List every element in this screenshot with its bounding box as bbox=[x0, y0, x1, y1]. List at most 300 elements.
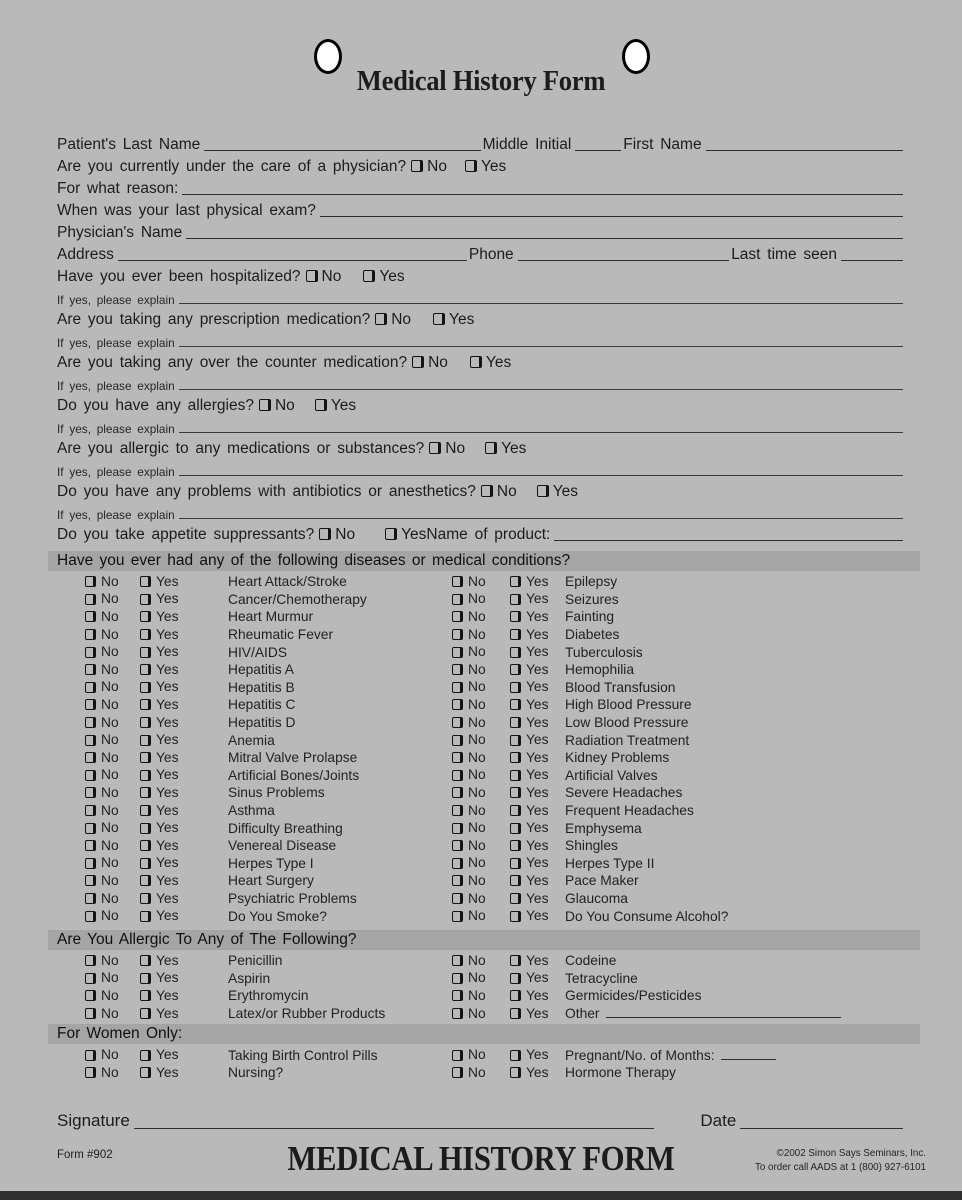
form-line bbox=[57, 241, 905, 263]
no-checkbox[interactable] bbox=[85, 647, 96, 658]
yes-checkbox[interactable] bbox=[510, 1050, 521, 1061]
yes-label: Yes bbox=[156, 785, 179, 801]
yes-label: Yes bbox=[156, 644, 179, 660]
yes-label: Yes bbox=[156, 1064, 179, 1080]
condition-label: Taking Birth Control Pills bbox=[228, 1047, 378, 1063]
yes-checkbox[interactable] bbox=[510, 875, 521, 886]
blank-line[interactable] bbox=[518, 257, 730, 261]
no-label: No bbox=[468, 802, 486, 818]
blank-line[interactable] bbox=[606, 1014, 841, 1018]
condition-label: Pregnant/No. of Months: bbox=[565, 1047, 715, 1063]
yes-checkbox[interactable] bbox=[510, 647, 521, 658]
yes-checkbox[interactable] bbox=[510, 787, 521, 798]
blank-line[interactable] bbox=[179, 386, 903, 390]
condition-label: Hepatitis B bbox=[228, 679, 295, 695]
no-label: No bbox=[468, 855, 486, 871]
no-checkbox[interactable] bbox=[85, 911, 96, 922]
yes-checkbox[interactable] bbox=[385, 528, 397, 540]
no-checkbox[interactable] bbox=[85, 955, 96, 966]
no-label: No bbox=[101, 785, 119, 801]
no-checkbox[interactable] bbox=[85, 717, 96, 728]
yes-option-cell bbox=[140, 874, 228, 888]
no-label: No bbox=[468, 732, 486, 748]
no-checkbox[interactable] bbox=[85, 973, 96, 984]
condition-label: Mitral Valve Prolapse bbox=[228, 750, 358, 766]
no-checkbox[interactable] bbox=[85, 858, 96, 869]
no-checkbox[interactable] bbox=[452, 955, 463, 966]
no-checkbox[interactable] bbox=[85, 735, 96, 746]
grid-row bbox=[57, 1046, 905, 1064]
yes-checkbox[interactable] bbox=[510, 1008, 521, 1019]
yes-checkbox[interactable] bbox=[510, 840, 521, 851]
no-option-cell bbox=[452, 909, 510, 923]
no-checkbox[interactable] bbox=[452, 875, 463, 886]
condition-label-wrap bbox=[565, 1048, 905, 1063]
yes-option-cell bbox=[140, 856, 228, 870]
no-label: No bbox=[468, 626, 486, 642]
no-label: No bbox=[468, 767, 486, 783]
no-option-cell bbox=[452, 971, 510, 985]
grid-row bbox=[57, 784, 905, 802]
yes-label: Yes bbox=[156, 820, 179, 836]
no-checkbox[interactable] bbox=[452, 787, 463, 798]
no-checkbox[interactable] bbox=[85, 840, 96, 851]
yes-option-cell bbox=[510, 989, 565, 1003]
explain-label: If yes, please explain bbox=[57, 335, 175, 350]
condition-label-wrap bbox=[565, 750, 905, 765]
grid-row bbox=[57, 1064, 905, 1082]
condition-label: Penicillin bbox=[228, 953, 283, 969]
yes-label: Yes bbox=[526, 626, 549, 642]
yes-label: Yes bbox=[156, 970, 179, 986]
yes-label: Yes bbox=[156, 987, 179, 1003]
condition-label: Epilepsy bbox=[565, 574, 618, 590]
no-checkbox[interactable] bbox=[452, 682, 463, 693]
no-checkbox[interactable] bbox=[85, 576, 96, 587]
no-checkbox[interactable] bbox=[85, 1050, 96, 1061]
yes-option-cell bbox=[510, 856, 565, 870]
yes-checkbox[interactable] bbox=[140, 875, 151, 886]
no-option-cell bbox=[85, 971, 140, 985]
no-yes-options bbox=[481, 484, 578, 500]
yes-option-cell bbox=[140, 971, 228, 985]
no-label: No bbox=[428, 353, 448, 371]
no-option-cell bbox=[85, 592, 140, 606]
no-label: No bbox=[101, 714, 119, 730]
no-checkbox[interactable] bbox=[412, 356, 424, 368]
yes-checkbox[interactable] bbox=[510, 735, 521, 746]
yes-checkbox[interactable] bbox=[140, 973, 151, 984]
no-checkbox[interactable] bbox=[452, 594, 463, 605]
no-checkbox[interactable] bbox=[85, 682, 96, 693]
yes-option-cell bbox=[140, 663, 228, 677]
yes-checkbox[interactable] bbox=[510, 611, 521, 622]
blank-line[interactable] bbox=[706, 147, 903, 151]
no-checkbox[interactable] bbox=[452, 735, 463, 746]
blank-line[interactable] bbox=[721, 1056, 776, 1060]
yes-label: Yes bbox=[526, 1047, 549, 1063]
no-checkbox[interactable] bbox=[452, 1050, 463, 1061]
yes-label: Yes bbox=[156, 609, 179, 625]
form-line bbox=[57, 285, 905, 306]
blank-line[interactable] bbox=[182, 191, 903, 195]
condition-label-wrap bbox=[565, 821, 905, 836]
condition-label-wrap bbox=[565, 971, 905, 986]
yes-label: Yes bbox=[526, 732, 549, 748]
no-option-cell bbox=[85, 645, 140, 659]
yes-checkbox[interactable] bbox=[140, 682, 151, 693]
grid-row bbox=[57, 819, 905, 837]
no-checkbox[interactable] bbox=[452, 823, 463, 834]
no-checkbox[interactable] bbox=[452, 699, 463, 710]
signature-line[interactable] bbox=[134, 1125, 655, 1129]
blank-line[interactable] bbox=[179, 429, 903, 433]
form-line bbox=[57, 521, 905, 543]
yes-checkbox[interactable] bbox=[510, 805, 521, 816]
no-label: No bbox=[468, 952, 486, 968]
no-checkbox[interactable] bbox=[85, 699, 96, 710]
no-option-cell bbox=[452, 786, 510, 800]
yes-option-cell bbox=[510, 716, 565, 730]
condition-label: Asthma bbox=[228, 803, 275, 819]
yes-checkbox[interactable] bbox=[510, 664, 521, 675]
no-label: No bbox=[101, 609, 119, 625]
no-checkbox[interactable] bbox=[452, 629, 463, 640]
section-header-diseases: Have you ever had any of the following diseases or medical conditions? bbox=[48, 551, 920, 571]
condition-label-wrap bbox=[565, 662, 905, 677]
blank-line[interactable] bbox=[179, 300, 903, 304]
yes-checkbox[interactable] bbox=[510, 770, 521, 781]
yes-checkbox[interactable] bbox=[510, 973, 521, 984]
no-checkbox[interactable] bbox=[306, 270, 318, 282]
no-checkbox[interactable] bbox=[452, 611, 463, 622]
yes-option-cell bbox=[510, 954, 565, 968]
no-option-cell bbox=[85, 1066, 140, 1080]
field-label: Middle Initial bbox=[482, 135, 572, 153]
no-label: No bbox=[101, 970, 119, 986]
yes-checkbox[interactable] bbox=[510, 752, 521, 763]
no-checkbox[interactable] bbox=[452, 973, 463, 984]
yes-checkbox[interactable] bbox=[315, 399, 327, 411]
no-checkbox[interactable] bbox=[85, 1008, 96, 1019]
blank-line[interactable] bbox=[320, 213, 903, 217]
yes-option-cell bbox=[510, 680, 565, 694]
yes-checkbox[interactable] bbox=[140, 629, 151, 640]
no-label: No bbox=[468, 1005, 486, 1021]
no-checkbox[interactable] bbox=[85, 805, 96, 816]
section-header-women-only: For Women Only: bbox=[48, 1024, 920, 1044]
yes-checkbox[interactable] bbox=[140, 647, 151, 658]
no-label: No bbox=[101, 1047, 119, 1063]
yes-checkbox[interactable] bbox=[510, 990, 521, 1001]
no-label: No bbox=[101, 802, 119, 818]
no-checkbox[interactable] bbox=[452, 647, 463, 658]
yes-option-cell bbox=[510, 786, 565, 800]
form-line bbox=[57, 457, 905, 478]
no-option-cell bbox=[452, 768, 510, 782]
no-checkbox[interactable] bbox=[481, 485, 493, 497]
no-checkbox[interactable] bbox=[452, 576, 463, 587]
no-label: No bbox=[101, 987, 119, 1003]
yes-checkbox[interactable] bbox=[140, 752, 151, 763]
yes-label: Yes bbox=[526, 609, 549, 625]
no-checkbox[interactable] bbox=[85, 664, 96, 675]
no-checkbox[interactable] bbox=[452, 664, 463, 675]
no-checkbox[interactable] bbox=[85, 594, 96, 605]
form-line bbox=[57, 175, 905, 197]
no-checkbox[interactable] bbox=[452, 717, 463, 728]
yes-checkbox[interactable] bbox=[140, 955, 151, 966]
no-option-cell bbox=[452, 610, 510, 624]
yes-label: Yes bbox=[552, 482, 579, 500]
yes-checkbox[interactable] bbox=[140, 1067, 151, 1078]
no-label: No bbox=[101, 952, 119, 968]
yes-option-cell bbox=[140, 954, 228, 968]
blank-line[interactable] bbox=[841, 257, 903, 261]
yes-option-cell bbox=[140, 1007, 228, 1021]
yes-option-cell bbox=[140, 733, 228, 747]
no-label: No bbox=[101, 697, 119, 713]
blank-line[interactable] bbox=[186, 235, 903, 239]
no-checkbox[interactable] bbox=[375, 313, 387, 325]
no-option-cell bbox=[85, 874, 140, 888]
no-label: No bbox=[468, 609, 486, 625]
grid-row bbox=[57, 767, 905, 785]
yes-checkbox[interactable] bbox=[140, 805, 151, 816]
condition-label-wrap bbox=[565, 891, 905, 906]
yes-option-cell bbox=[140, 610, 228, 624]
yes-checkbox[interactable] bbox=[140, 576, 151, 587]
yes-checkbox[interactable] bbox=[140, 823, 151, 834]
yes-label: Yes bbox=[156, 872, 179, 888]
no-checkbox[interactable] bbox=[85, 990, 96, 1001]
blank-line[interactable] bbox=[204, 147, 480, 151]
blank-line[interactable] bbox=[179, 472, 903, 476]
no-checkbox[interactable] bbox=[452, 990, 463, 1001]
grid-row bbox=[57, 661, 905, 679]
yes-checkbox[interactable] bbox=[433, 313, 445, 325]
condition-label: HIV/AIDS bbox=[228, 644, 288, 660]
yes-checkbox[interactable] bbox=[140, 717, 151, 728]
yes-label: Yes bbox=[401, 525, 427, 543]
yes-checkbox[interactable] bbox=[510, 1067, 521, 1078]
yes-label: Yes bbox=[526, 785, 549, 801]
condition-label: Tetracycline bbox=[565, 970, 638, 986]
grid-row bbox=[57, 731, 905, 749]
blank-line[interactable] bbox=[179, 343, 903, 347]
yes-checkbox[interactable] bbox=[140, 1050, 151, 1061]
blank-line[interactable] bbox=[575, 147, 621, 151]
yes-checkbox[interactable] bbox=[140, 840, 151, 851]
yes-option-cell bbox=[140, 768, 228, 782]
no-label: No bbox=[468, 573, 486, 589]
yes-checkbox[interactable] bbox=[510, 594, 521, 605]
yes-option-cell bbox=[510, 575, 565, 589]
blank-line[interactable] bbox=[179, 515, 903, 519]
yes-checkbox[interactable] bbox=[510, 911, 521, 922]
condition-label: Hemophilia bbox=[565, 662, 635, 678]
signature-row bbox=[57, 1107, 905, 1131]
no-option-cell bbox=[85, 821, 140, 835]
yes-checkbox[interactable] bbox=[510, 717, 521, 728]
condition-label-wrap bbox=[565, 873, 905, 888]
form-line bbox=[57, 371, 905, 392]
no-checkbox[interactable] bbox=[452, 805, 463, 816]
no-checkbox[interactable] bbox=[452, 893, 463, 904]
no-checkbox[interactable] bbox=[319, 528, 331, 540]
no-checkbox[interactable] bbox=[85, 611, 96, 622]
no-checkbox[interactable] bbox=[85, 875, 96, 886]
yes-option-cell bbox=[510, 610, 565, 624]
no-checkbox[interactable] bbox=[452, 858, 463, 869]
yes-checkbox[interactable] bbox=[510, 682, 521, 693]
yes-checkbox[interactable] bbox=[140, 893, 151, 904]
yes-checkbox[interactable] bbox=[510, 955, 521, 966]
field-label: Phone bbox=[468, 245, 514, 263]
yes-label: Yes bbox=[156, 679, 179, 695]
yes-option-cell bbox=[510, 804, 565, 818]
condition-label: Erythromycin bbox=[228, 988, 309, 1004]
no-label: No bbox=[496, 482, 517, 500]
grid-row bbox=[57, 907, 905, 925]
yes-label: Yes bbox=[156, 732, 179, 748]
yes-option-cell bbox=[140, 1048, 228, 1062]
no-checkbox[interactable] bbox=[259, 399, 271, 411]
no-label: No bbox=[468, 679, 486, 695]
condition-label-wrap bbox=[565, 592, 905, 607]
condition-label-wrap bbox=[565, 1006, 905, 1021]
no-checkbox[interactable] bbox=[452, 840, 463, 851]
yes-label: Yes bbox=[526, 908, 549, 924]
no-label: No bbox=[468, 591, 486, 607]
grid-row bbox=[57, 749, 905, 767]
yes-label: Yes bbox=[156, 697, 179, 713]
yes-option-cell bbox=[510, 1048, 565, 1062]
yes-label: Yes bbox=[156, 749, 179, 765]
yes-checkbox[interactable] bbox=[470, 356, 482, 368]
condition-label: Kidney Problems bbox=[565, 750, 670, 766]
yes-label: Yes bbox=[526, 573, 549, 589]
no-option-cell bbox=[85, 1007, 140, 1021]
no-label: No bbox=[101, 626, 119, 642]
field-label: Are you currently under the care of a physician? bbox=[57, 157, 407, 175]
yes-option-cell bbox=[510, 768, 565, 782]
yes-checkbox[interactable] bbox=[140, 787, 151, 798]
yes-checkbox[interactable] bbox=[510, 893, 521, 904]
grid-row bbox=[57, 872, 905, 890]
condition-label: Shingles bbox=[565, 838, 618, 854]
no-checkbox[interactable] bbox=[85, 752, 96, 763]
no-checkbox[interactable] bbox=[452, 1008, 463, 1019]
yes-option-cell bbox=[510, 1066, 565, 1080]
no-label: No bbox=[101, 749, 119, 765]
yes-label: Yes bbox=[480, 157, 507, 175]
no-option-cell bbox=[452, 663, 510, 677]
form-line bbox=[57, 435, 905, 457]
yes-checkbox[interactable] bbox=[140, 699, 151, 710]
condition-label-wrap bbox=[565, 909, 905, 924]
date-label: Date bbox=[700, 1111, 737, 1131]
yes-label: Yes bbox=[526, 970, 549, 986]
yes-label: Yes bbox=[156, 591, 179, 607]
yes-checkbox[interactable] bbox=[140, 611, 151, 622]
blank-line[interactable] bbox=[554, 537, 903, 541]
yes-label: Yes bbox=[379, 267, 405, 285]
no-checkbox[interactable] bbox=[452, 770, 463, 781]
no-label: No bbox=[335, 525, 356, 543]
no-option-cell bbox=[452, 1007, 510, 1021]
yes-checkbox[interactable] bbox=[510, 823, 521, 834]
yes-option-cell bbox=[140, 786, 228, 800]
yes-label: Yes bbox=[526, 837, 549, 853]
yes-checkbox[interactable] bbox=[140, 735, 151, 746]
form-line bbox=[57, 414, 905, 435]
yes-option-cell bbox=[510, 592, 565, 606]
yes-option-cell bbox=[140, 698, 228, 712]
field-label: Are you allergic to any medications or substances? bbox=[57, 439, 425, 457]
no-checkbox[interactable] bbox=[85, 1067, 96, 1078]
yes-checkbox[interactable] bbox=[537, 485, 549, 497]
no-option-cell bbox=[452, 698, 510, 712]
yes-option-cell bbox=[510, 751, 565, 765]
yes-label: Yes bbox=[156, 952, 179, 968]
yes-checkbox[interactable] bbox=[140, 770, 151, 781]
yes-checkbox[interactable] bbox=[140, 664, 151, 675]
yes-checkbox[interactable] bbox=[140, 911, 151, 922]
no-checkbox[interactable] bbox=[85, 787, 96, 798]
no-option-cell bbox=[452, 575, 510, 589]
no-checkbox[interactable] bbox=[411, 160, 423, 172]
no-label: No bbox=[468, 872, 486, 888]
yes-checkbox[interactable] bbox=[140, 990, 151, 1001]
grid-row bbox=[57, 1005, 905, 1023]
condition-label-wrap bbox=[565, 645, 905, 660]
yes-checkbox[interactable] bbox=[510, 576, 521, 587]
condition-label: Latex/or Rubber Products bbox=[228, 1005, 386, 1021]
yes-option-cell bbox=[510, 839, 565, 853]
no-checkbox[interactable] bbox=[85, 823, 96, 834]
yes-checkbox[interactable] bbox=[485, 442, 497, 454]
no-label: No bbox=[445, 439, 466, 457]
no-checkbox[interactable] bbox=[429, 442, 441, 454]
explain-label: If yes, please explain bbox=[57, 507, 175, 522]
no-checkbox[interactable] bbox=[452, 1067, 463, 1078]
yes-checkbox[interactable] bbox=[510, 629, 521, 640]
yes-checkbox[interactable] bbox=[140, 594, 151, 605]
no-checkbox[interactable] bbox=[452, 911, 463, 922]
condition-label-wrap bbox=[565, 574, 905, 589]
no-checkbox[interactable] bbox=[452, 752, 463, 763]
condition-label: Germicides/Pesticides bbox=[565, 988, 702, 1004]
yes-checkbox[interactable] bbox=[140, 1008, 151, 1019]
blank-line[interactable] bbox=[118, 257, 467, 261]
yes-checkbox[interactable] bbox=[363, 270, 375, 282]
yes-checkbox[interactable] bbox=[510, 858, 521, 869]
date-line[interactable] bbox=[740, 1125, 903, 1129]
yes-checkbox[interactable] bbox=[510, 699, 521, 710]
field-label: Do you have any problems with antibiotics or anesthetics? bbox=[57, 482, 476, 500]
no-label: No bbox=[101, 732, 119, 748]
condition-label: Sinus Problems bbox=[228, 785, 325, 801]
yes-option-cell bbox=[510, 909, 565, 923]
no-checkbox[interactable] bbox=[85, 770, 96, 781]
yes-checkbox[interactable] bbox=[465, 160, 477, 172]
condition-label: Rheumatic Fever bbox=[228, 627, 334, 643]
yes-checkbox[interactable] bbox=[140, 858, 151, 869]
no-checkbox[interactable] bbox=[85, 629, 96, 640]
no-yes-options bbox=[412, 355, 511, 371]
no-checkbox[interactable] bbox=[85, 893, 96, 904]
